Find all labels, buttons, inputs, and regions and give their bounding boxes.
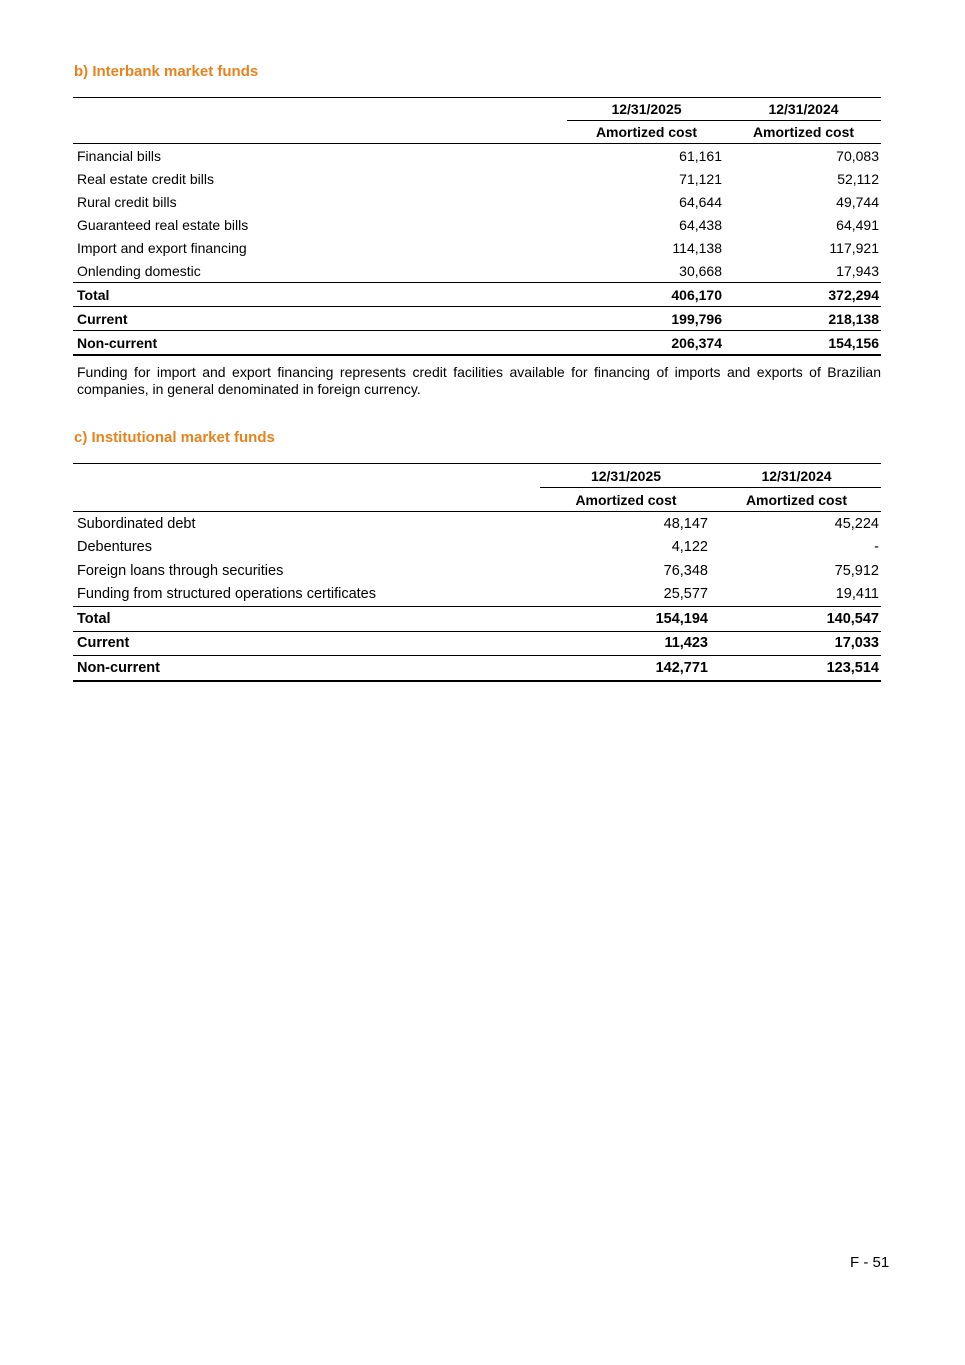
row-value-2025: 48,147	[663, 515, 708, 532]
row-value-2025: 76,348	[663, 562, 708, 579]
section-c-heading: c) Institutional market funds	[74, 429, 275, 446]
column-sub-2024: Amortized cost	[724, 121, 881, 144]
page-number: F - 51	[850, 1254, 890, 1271]
table-row	[73, 512, 881, 536]
row-value-2024: 17,033	[710, 631, 881, 656]
financing-note: Funding for import and export financing represents credit facilities available for financing of imports and exports of Brazilian companies, in general denominated in foreign currency.	[77, 364, 881, 397]
row-value-2024: 154,156	[724, 331, 881, 356]
row-value-2025: 64,438	[679, 216, 722, 233]
column-sub-2025: Amortized cost	[540, 488, 710, 512]
row-value-2024: 140,547	[710, 607, 881, 632]
column-date-2024: 12/31/2024	[710, 464, 881, 488]
row-value-2025: 406,170	[567, 283, 724, 307]
table-row-current	[73, 631, 881, 656]
row-label: Subordinated debt	[77, 515, 196, 532]
section-b-heading: b) Interbank market funds	[74, 63, 259, 80]
row-value-2025: 11,423	[540, 631, 710, 656]
row-value-2025: 30,668	[679, 262, 722, 279]
row-value-2024: 123,514	[710, 656, 881, 681]
column-date-2025: 12/31/2025	[540, 464, 710, 488]
row-label: Guaranteed real estate bills	[77, 216, 249, 233]
header-spacer	[73, 121, 567, 144]
row-label: Foreign loans through securities	[77, 562, 284, 579]
table-row	[73, 167, 881, 190]
row-value-2024: 64,491	[836, 216, 879, 233]
row-label: Import and export financing	[77, 239, 247, 256]
row-label: Real estate credit bills	[77, 170, 214, 187]
row-label: Rural credit bills	[77, 193, 177, 210]
row-value-2025: 25,577	[663, 586, 708, 603]
row-value-2024: 372,294	[724, 283, 881, 307]
row-value-2024: 218,138	[724, 307, 881, 331]
row-value-2024: -	[874, 539, 879, 556]
table-row-current	[73, 307, 881, 331]
row-value-2024: 17,943	[836, 262, 879, 279]
row-value-2024: 117,921	[829, 239, 879, 256]
row-label: Debentures	[77, 539, 152, 556]
row-value-2025: 71,121	[679, 170, 722, 187]
row-label: Current	[73, 631, 540, 656]
row-value-2025: 154,194	[540, 607, 710, 632]
table-row	[73, 213, 881, 236]
row-value-2025: 142,771	[540, 656, 710, 681]
column-sub-2024: Amortized cost	[710, 488, 881, 512]
row-label: Total	[73, 283, 567, 307]
row-value-2025: 4,122	[671, 539, 708, 556]
header-spacer	[73, 98, 567, 121]
table-row	[73, 559, 881, 583]
table-row	[73, 536, 881, 560]
row-label: Financial bills	[77, 147, 162, 164]
table-row-non-current	[73, 331, 881, 356]
row-value-2024: 45,224	[834, 515, 879, 532]
column-sub-2025: Amortized cost	[567, 121, 724, 144]
column-date-2024: 12/31/2024	[724, 98, 881, 121]
row-label: Onlending domestic	[77, 262, 201, 279]
row-value-2025: 61,161	[679, 147, 722, 164]
row-value-2024: 75,912	[834, 562, 879, 579]
institutional-funds-table	[73, 463, 881, 682]
table-row	[73, 144, 881, 168]
table-row	[73, 583, 881, 607]
column-date-2025: 12/31/2025	[567, 98, 724, 121]
row-label: Non-current	[73, 331, 567, 356]
interbank-funds-table	[73, 97, 881, 356]
row-value-2025: 114,138	[672, 239, 722, 256]
table-row-non-current	[73, 656, 881, 681]
header-spacer	[73, 488, 540, 512]
row-label: Funding from structured operations certificates	[77, 586, 376, 603]
row-value-2025: 64,644	[679, 193, 722, 210]
row-label: Current	[73, 307, 567, 331]
table-row	[73, 259, 881, 283]
row-label: Total	[73, 607, 540, 632]
row-value-2024: 70,083	[836, 147, 879, 164]
header-spacer	[73, 464, 540, 488]
table-row-total	[73, 607, 881, 632]
row-value-2025: 199,796	[567, 307, 724, 331]
row-value-2024: 19,411	[835, 586, 879, 603]
row-value-2024: 49,744	[836, 193, 879, 210]
table-row	[73, 236, 881, 259]
row-value-2025: 206,374	[567, 331, 724, 356]
row-value-2024: 52,112	[837, 170, 879, 187]
table-row	[73, 190, 881, 213]
row-label: Non-current	[73, 656, 540, 681]
table-row-total	[73, 283, 881, 307]
